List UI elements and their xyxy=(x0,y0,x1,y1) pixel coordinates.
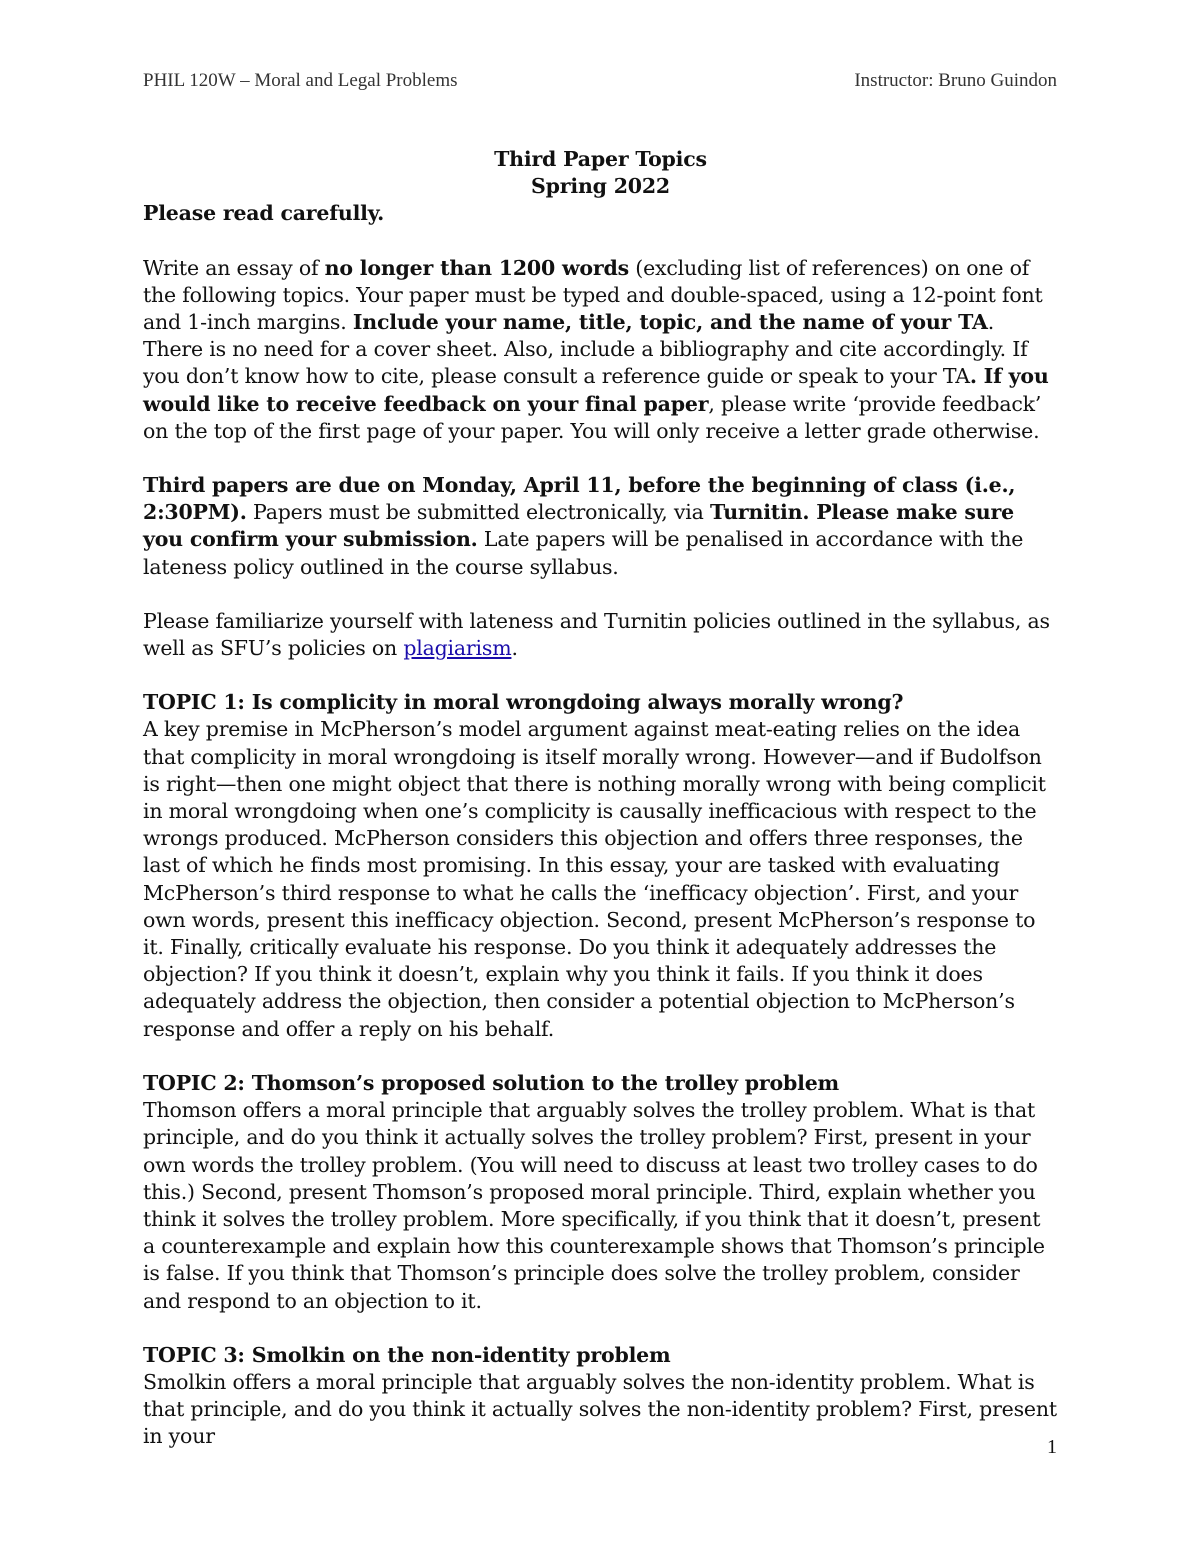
topic-3-text: Smolkin offers a moral principle that arguably solves the non-identity problem. What is that principle, and do you think it actually solves the non-identity problem? First, present in your xyxy=(143,1369,1057,1449)
topic-3-heading: TOPIC 3: Smolkin on the non-identity problem xyxy=(143,1342,671,1367)
document-subtitle: Spring 2022 xyxy=(531,174,670,199)
instructor-name: Instructor: Bruno Guindon xyxy=(854,70,1057,91)
due-date-paragraph: Third papers are due on Monday, April 11, before the beginning of class (i.e., 2:30PM). Papers must be submitted electronically, via Turnitin. Please make sure you confirm your submission. Late papers will be penalised in accordance with the lateness policy outlined in the course syllabus. xyxy=(143,473,1024,579)
document-body xyxy=(143,146,1058,1451)
topic-1-text: A key premise in McPherson’s model argument against meat-eating relies on the idea that complicity in moral wrongdoing is itself morally wrong. However—and if Budolfson is right—then one might object that there is nothing morally wrong with being complicit in moral wrongdoing when one’s complicity is causally inefficacious with respect to the wrongs produced. McPherson considers this objection and offers three responses, the last of which he finds most promising. In this essay, your are tasked with evaluating McPherson’s third response to what he calls the ‘inefficacy objection’. First, and your own words, present this inefficacy objection. Second, present McPherson’s response to it. Finally, critically evaluate his response. Do you think it adequately addresses the objection? If you think it doesn’t, explain why you think it fails. If you think it does adequately address the objection, then consider a potential objection to McPherson’s response and offer a reply on his behalf. xyxy=(143,717,1046,1041)
policy-paragraph: Please familiarize yourself with lateness and Turnitin policies outlined in the syllabus, as well as SFU’s policies on plagiarism. xyxy=(143,608,1050,661)
topic-2-text: Thomson offers a moral principle that arguably solves the trolley problem. What is that principle, and do you think it actually solves the trolley problem? First, present in your own words the trolley problem. (You will need to discuss at least two trolley cases to do this.) Second, present Thomson’s proposed moral principle. Third, explain whether you think it solves the trolley problem. More specifically, if you think that it doesn’t, present a counterexample and explain how this counterexample shows that Thomson’s principle is false. If you think that Thomson’s principle does solve the trolley problem, consider and respond to an objection to it. xyxy=(143,1098,1045,1313)
topic-1-heading: TOPIC 1: Is complicity in moral wrongdoing always morally wrong? xyxy=(143,690,904,715)
topic-2-heading: TOPIC 2: Thomson’s proposed solution to the trolley problem xyxy=(143,1070,840,1095)
course-title: PHIL 120W – Moral and Legal Problems xyxy=(143,70,458,91)
instructions-paragraph: Write an essay of no longer than 1200 words (excluding list of references) on one of the following topics. Your paper must be typed and double-spaced, using a 12-point font and 1-inch margins. Include your name, title, topic, and the name of your TA. There is no need for a cover sheet. Also, include a bibliography and cite accordingly. If you don’t know how to cite, please consult a reference guide or speak to your TA. If you would like to receive feedback on your final paper, please write ‘provide feedback’ on the top of the first page of your paper. You will only receive a letter grade otherwise. xyxy=(143,255,1049,443)
page-number: 1 xyxy=(1047,1436,1057,1458)
document-title: Third Paper Topics xyxy=(494,147,707,171)
plagiarism-link[interactable]: plagiarism xyxy=(403,636,512,661)
intro-label: Please read carefully. xyxy=(143,201,385,226)
page-header xyxy=(143,70,1057,92)
